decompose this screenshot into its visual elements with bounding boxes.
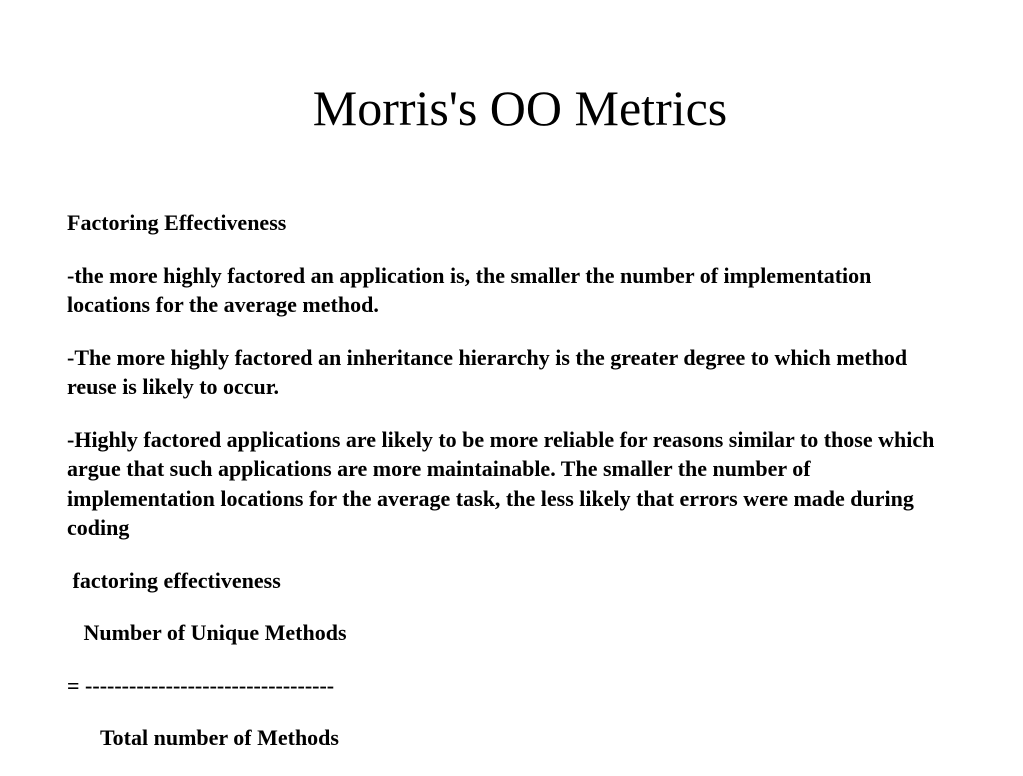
formula-numerator: Number of Unique Methods bbox=[67, 620, 347, 645]
paragraph-inheritance-hierarchy: -The more highly factored an inheritance hierarchy is the greater degree to which method reuse is likely to occur. bbox=[67, 344, 913, 399]
formula-denominator: Total number of Methods bbox=[67, 725, 339, 750]
paragraph-reliability: -Highly factored applications are likely to be more reliable for reasons similar to those which argue that such applications are more maintainable. The smaller the number of implementation locations for the average task, the less likely that errors were made during coding bbox=[67, 426, 940, 540]
section-heading: Factoring Effectiveness bbox=[67, 210, 287, 235]
formula-label: factoring effectiveness bbox=[67, 567, 281, 593]
paragraph-factored-application: -the more highly factored an application is, the smaller the number of implementation locations for the average method. bbox=[67, 262, 877, 317]
slide-body bbox=[67, 208, 957, 776]
slide-title: Morris's OO Metrics bbox=[312, 80, 728, 136]
formula-divider: = ---------------------------------- bbox=[67, 672, 335, 698]
